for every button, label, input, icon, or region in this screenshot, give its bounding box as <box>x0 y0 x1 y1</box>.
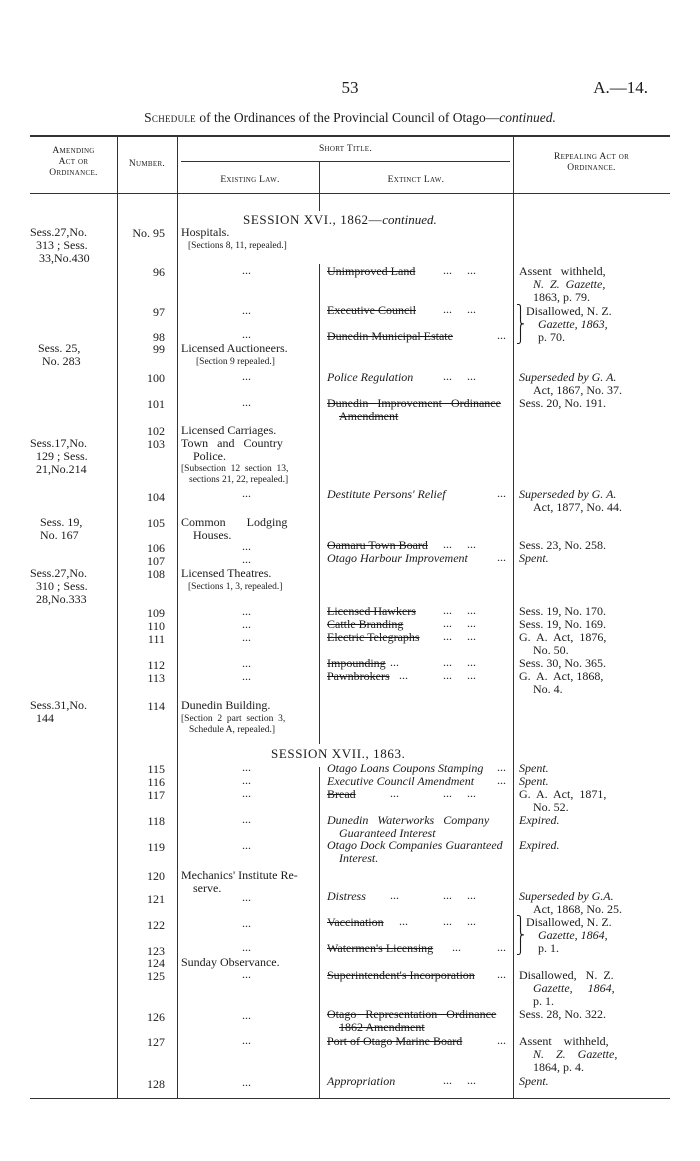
amending-108-line-3: 28,No.333 <box>36 592 87 606</box>
col-divider-4 <box>513 135 514 1098</box>
amending-99 <box>38 342 81 368</box>
repeal-104-line-1: Superseded by G. A. <box>519 487 617 501</box>
extinct-118 <box>327 814 489 840</box>
amending-103-line-1: Sess.17,No. <box>30 436 88 450</box>
existing-dots-100: ... <box>242 369 251 383</box>
existing-114: Dunedin Building. <box>181 698 271 712</box>
number-100: 100 <box>147 371 165 385</box>
existing-dots-126: ... <box>242 1008 251 1022</box>
number-97: 97 <box>153 305 165 319</box>
repeal-115: Spent. <box>519 761 549 775</box>
repeal-117 <box>519 788 606 814</box>
number-113: 113 <box>147 671 165 685</box>
repeal-121 <box>519 890 622 916</box>
existing-dots-109: ... <box>242 604 251 618</box>
repeal-128: Spent. <box>519 1074 549 1088</box>
repeal-112: Sess. 30, No. 365. <box>519 656 607 670</box>
extinct-126-line-1: Otago Representation Ordinance <box>327 1007 497 1021</box>
number-118: 118 <box>147 814 165 828</box>
extinct-dots-122b: ... ... <box>443 914 476 928</box>
repeal-127 <box>519 1035 617 1074</box>
header-bottom-rule <box>30 193 670 194</box>
number-125: 125 <box>147 969 165 983</box>
number-117: 117 <box>147 788 165 802</box>
brace-icon-2: ⎫ ⎬ ⎭ <box>516 915 525 955</box>
note-114 <box>181 714 285 736</box>
extinct-dots-98: ... <box>497 328 506 342</box>
extinct-dots-109: ... ... <box>443 603 476 617</box>
extinct-dots-125: ... <box>497 967 506 981</box>
existing-120-line-1: Mechanics' Institute Re- <box>181 868 298 882</box>
repeal-121-line-2: Act, 1868, No. 25. <box>533 902 622 916</box>
number-102: 102 <box>147 424 165 438</box>
extinct-dots-113: ... <box>399 668 408 682</box>
repeal-122-line-3: p. 1. <box>538 941 559 955</box>
col-divider-2 <box>177 135 178 1098</box>
extinct-112: Impounding <box>327 656 386 670</box>
extinct-119 <box>327 839 503 865</box>
existing-dots-122: ... <box>242 916 251 930</box>
short-title-underline <box>181 161 510 162</box>
extinct-dots-96: ... ... <box>443 263 476 277</box>
number-98: 98 <box>153 330 165 344</box>
amending-114-line-1: Sess.31,No. <box>30 698 88 712</box>
extinct-113: Pawnbrokers <box>327 669 390 683</box>
number-105: 105 <box>147 516 165 530</box>
number-120: 120 <box>147 869 165 883</box>
extinct-dots-97: ... ... <box>443 302 476 316</box>
brace-icon: ⎫ ⎬ ⎭ <box>516 304 525 344</box>
header-repealing-2: Ordinance. <box>567 163 616 173</box>
header-short-title: Short Title. <box>318 144 373 154</box>
extinct-121: Distress <box>327 889 366 903</box>
extinct-118-line-1: Dunedin Waterworks Company <box>327 813 490 827</box>
repeal-96 <box>519 265 606 304</box>
amending-105-line-1: Sess. 19, <box>40 515 83 529</box>
existing-103-line-2: Police. <box>193 449 226 463</box>
existing-dots-123: ... <box>242 940 251 954</box>
existing-dots-111: ... <box>242 630 251 644</box>
existing-dots-119: ... <box>242 838 251 852</box>
note-95: [Sections 8, 11, repealed.] <box>188 241 287 251</box>
extinct-dots-104: ... <box>497 486 506 500</box>
repeal-101: Sess. 20, No. 191. <box>519 396 607 410</box>
existing-102: Licensed Carriages. <box>181 423 277 437</box>
existing-99: Licensed Auctioneers. <box>181 341 288 355</box>
extinct-126-line-2: 1862 Amendment <box>339 1020 425 1034</box>
note-103-line-2: sections 21, 22, repealed.] <box>189 475 289 485</box>
number-126: 126 <box>147 1010 165 1024</box>
header-amending-1: Amending <box>52 146 95 156</box>
repeal-113-line-2: No. 4. <box>533 682 563 696</box>
repeal-121-line-1: Superseded by G.A. <box>519 889 614 903</box>
extinct-dots-122: ... <box>399 914 408 928</box>
header-repealing <box>513 152 670 174</box>
extinct-104: Destitute Persons' Relief <box>327 487 446 501</box>
extinct-119-line-2: Interest. <box>339 851 379 865</box>
existing-95: Hospitals. <box>181 225 230 239</box>
number-123: 123 <box>147 944 165 958</box>
col-divider-3b <box>319 264 320 744</box>
amending-99-line-2: No. 283 <box>42 354 81 368</box>
number-111: 111 <box>147 632 165 646</box>
extinct-dots-100: ... ... <box>443 369 476 383</box>
existing-dots-104: ... <box>242 486 251 500</box>
repeal-125 <box>519 969 615 1008</box>
extinct-119-line-1: Otago Dock Companies Guaranteed <box>327 838 503 852</box>
extinct-111: Electric Telegraphs <box>327 630 420 644</box>
extinct-101-line-1: Dunedin Improvement Ordinance <box>327 396 501 410</box>
existing-dots-117: ... <box>242 786 251 800</box>
extinct-128: Appropriation <box>327 1074 396 1088</box>
repeal-100 <box>519 371 622 397</box>
amending-114-line-2: 144 <box>36 711 54 725</box>
amending-114 <box>30 699 87 725</box>
amending-95-line-2: 313 ; Sess. <box>36 238 88 252</box>
repeal-126: Sess. 28, No. 322. <box>519 1007 607 1021</box>
note-103 <box>181 464 288 486</box>
extinct-dots-117b: ... ... <box>443 786 476 800</box>
number-106: 106 <box>147 541 165 555</box>
amending-105-line-2: No. 167 <box>40 528 79 542</box>
amending-103-line-2: 129 ; Sess. <box>36 449 88 463</box>
existing-108: Licensed Theatres. <box>181 566 272 580</box>
header-extinct-law: Extinct Law. <box>387 175 445 185</box>
extinct-dots-115: ... <box>497 760 506 774</box>
repeal-127-line-1: Assent withheld, <box>519 1034 609 1048</box>
extinct-dots-107: ... <box>497 550 506 564</box>
extinct-dots-110: ... ... <box>443 616 476 630</box>
extinct-dots-128: ... ... <box>443 1073 476 1087</box>
extinct-dots-117: ... <box>390 786 399 800</box>
existing-dots-115: ... <box>242 760 251 774</box>
note-114-line-2: Schedule A, repealed.] <box>189 725 275 735</box>
extinct-101-line-2: Amendment <box>339 409 399 423</box>
repeal-122-line-2: Gazette, 1864, <box>538 928 608 942</box>
repeal-97 <box>526 305 612 344</box>
number-108: 108 <box>147 567 165 581</box>
repeal-127-line-3: 1864, p. 4. <box>533 1060 584 1074</box>
extinct-96: Unimproved Land <box>327 264 416 278</box>
session-xvi-continued: continued. <box>382 212 437 227</box>
existing-dots-121: ... <box>242 890 251 904</box>
extinct-dots-121: ... <box>390 888 399 902</box>
amending-95 <box>30 226 90 265</box>
existing-105 <box>181 516 287 542</box>
paper-code: A.—14. <box>593 78 648 97</box>
caption-continued: continued. <box>499 110 556 125</box>
extinct-106: Oamaru Town Board <box>327 538 428 552</box>
amending-108-line-1: Sess.27,No. <box>30 566 88 580</box>
repeal-116: Spent. <box>519 774 549 788</box>
extinct-98: Dunedin Municipal Estate <box>327 329 453 343</box>
note-99: [Section 9 repealed.] <box>196 357 275 367</box>
extinct-110: Cattle Branding <box>327 617 404 631</box>
extinct-122: Vaccination <box>327 915 384 929</box>
existing-dots-110: ... <box>242 617 251 631</box>
number-127: 127 <box>147 1035 165 1049</box>
amending-108-line-2: 310 ; Sess. <box>36 579 88 593</box>
extinct-dots-112b: ... ... <box>443 655 476 669</box>
header-amending-3: Ordinance. <box>49 168 98 178</box>
number-128: 128 <box>147 1077 165 1091</box>
note-108: [Sections 1, 3, repealed.] <box>188 582 283 592</box>
number-119: 119 <box>147 840 165 854</box>
col-divider-3 <box>319 161 320 211</box>
repeal-97-line-2: Gazette, 1863, <box>538 317 608 331</box>
amending-108 <box>30 567 88 606</box>
existing-dots-112: ... <box>242 656 251 670</box>
col-divider-1 <box>117 135 118 1098</box>
repeal-122 <box>526 916 612 955</box>
extinct-109: Licensed Hawkers <box>327 604 416 618</box>
number-121: 121 <box>147 892 165 906</box>
number-95: No. 95 <box>132 226 165 240</box>
repeal-106: Sess. 23, No. 258. <box>519 538 607 552</box>
repeal-97-line-1: Disallowed, N. Z. <box>526 304 612 318</box>
table-caption <box>0 110 700 126</box>
amending-105 <box>40 516 82 542</box>
repeal-109: Sess. 19, No. 170. <box>519 604 607 618</box>
number-114: 114 <box>147 699 165 713</box>
repeal-125-line-1: Disallowed, N. Z. <box>519 968 614 982</box>
extinct-97: Executive Council <box>327 303 416 317</box>
repeal-113-line-1: G. A. Act, 1868, <box>519 669 604 683</box>
repeal-96-line-3: 1863, p. 79. <box>533 290 590 304</box>
repeal-122-line-1: Disallowed, N. Z. <box>526 915 612 929</box>
repeal-107: Spent. <box>519 551 549 565</box>
existing-120 <box>181 869 298 895</box>
extinct-116: Executive Council Amendment <box>327 774 475 788</box>
repeal-113 <box>519 670 603 696</box>
caption-schedule: Schedule <box>144 110 196 125</box>
number-96: 96 <box>153 265 165 279</box>
existing-124: Sunday Observance. <box>181 955 280 969</box>
header-amending-2: Act or <box>58 157 89 167</box>
caption-text: of the Ordinances of the Provincial Council of Otago— <box>195 110 500 125</box>
number-115: 115 <box>147 762 165 776</box>
header-existing-law: Existing Law. <box>220 175 280 185</box>
extinct-dots-106: ... ... <box>443 537 476 551</box>
extinct-123: Watermen's Licensing <box>327 941 434 955</box>
amending-99-line-1: Sess. 25, <box>38 341 81 355</box>
extinct-107: Otago Harbour Improvement <box>327 551 468 565</box>
existing-103 <box>181 437 283 463</box>
extinct-101 <box>327 397 501 423</box>
extinct-dots-116: ... <box>497 773 506 787</box>
repeal-117-line-1: G. A. Act, 1871, <box>519 787 607 801</box>
number-109: 109 <box>147 606 165 620</box>
repeal-118: Expired. <box>519 813 560 827</box>
page-number: 53 <box>341 78 359 97</box>
repeal-100-line-1: Superseded by G. A. <box>519 370 617 384</box>
repeal-97-line-3: p. 70. <box>538 330 565 344</box>
table-top-rule <box>30 135 670 137</box>
number-107: 107 <box>147 554 165 568</box>
number-124: 124 <box>147 956 165 970</box>
repeal-111 <box>519 631 606 657</box>
repeal-125-line-3: p. 1. <box>533 994 554 1008</box>
note-103-line-1: [Subsection 12 section 13, <box>181 464 289 474</box>
extinct-125: Superintendent's Incorporation <box>327 968 475 982</box>
number-104: 104 <box>147 490 165 504</box>
repeal-96-line-2: N. Z. Gazette, <box>533 277 606 291</box>
number-116: 116 <box>147 775 165 789</box>
col-divider-3c <box>319 767 320 1098</box>
existing-105-line-2: Houses. <box>193 528 232 542</box>
number-103: 103 <box>147 437 165 451</box>
header-amending <box>30 146 117 179</box>
table-bottom-rule <box>30 1098 670 1099</box>
extinct-115: Otago Loans Coupons Stamping <box>327 761 484 775</box>
number-112: 112 <box>147 658 165 672</box>
repeal-100-line-2: Act, 1867, No. 37. <box>533 383 622 397</box>
extinct-dots-121b: ... ... <box>443 888 476 902</box>
extinct-127: Port of Otago Marine Board <box>327 1034 463 1048</box>
repeal-111-line-2: No. 50. <box>533 643 569 657</box>
existing-120-line-2: serve. <box>193 881 222 895</box>
existing-105-line-1: Common Lodging <box>181 515 288 529</box>
extinct-dots-123: ... <box>452 940 461 954</box>
repeal-117-line-2: No. 52. <box>533 800 569 814</box>
number-101: 101 <box>147 397 165 411</box>
amending-95-line-3: 33,No.430 <box>39 251 90 265</box>
session-heading-xvii: SESSION XVII., 1863. <box>271 746 406 761</box>
note-114-line-1: [Section 2 part section 3, <box>181 714 286 724</box>
number-110: 110 <box>147 619 165 633</box>
session-heading-xvi <box>243 212 437 228</box>
existing-103-line-1: Town and Country <box>181 436 283 450</box>
header-number: Number. <box>128 159 166 169</box>
session-xvi-label: SESSION XVI., 1862— <box>243 212 383 227</box>
repeal-96-line-1: Assent withheld, <box>519 264 606 278</box>
header-repealing-1: Repealing Act or <box>553 152 630 162</box>
existing-dots-97: ... <box>242 303 251 317</box>
extinct-dots-123b: ... <box>497 940 506 954</box>
existing-dots-107: ... <box>242 552 251 566</box>
extinct-dots-113b: ... ... <box>443 668 476 682</box>
extinct-dots-112: ... <box>390 655 399 669</box>
existing-dots-127: ... <box>242 1033 251 1047</box>
number-122: 122 <box>147 918 165 932</box>
repeal-110: Sess. 19, No. 169. <box>519 617 607 631</box>
amending-103-line-3: 21,No.214 <box>36 462 87 476</box>
repeal-127-line-2: N. Z. Gazette, <box>533 1047 618 1061</box>
repeal-104-line-2: Act, 1877, No. 44. <box>533 500 622 514</box>
extinct-117: Bread <box>327 787 356 801</box>
repeal-119: Expired. <box>519 838 560 852</box>
repeal-111-line-1: G. A. Act, 1876, <box>519 630 607 644</box>
repeal-104 <box>519 488 622 514</box>
existing-dots-101: ... <box>242 395 251 409</box>
existing-dots-113: ... <box>242 669 251 683</box>
existing-dots-106: ... <box>242 539 251 553</box>
amending-103 <box>30 437 88 476</box>
existing-dots-125: ... <box>242 967 251 981</box>
extinct-dots-127: ... <box>497 1033 506 1047</box>
repeal-125-line-2: Gazette, 1864, <box>533 981 615 995</box>
extinct-126 <box>327 1008 496 1034</box>
number-99: 99 <box>153 342 165 356</box>
existing-dots-118: ... <box>242 812 251 826</box>
extinct-118-line-2: Guaranteed Interest <box>339 826 436 840</box>
existing-dots-116: ... <box>242 773 251 787</box>
extinct-100: Police Regulation <box>327 370 414 384</box>
existing-dots-96: ... <box>242 263 251 277</box>
amending-95-line-1: Sess.27,No. <box>30 225 88 239</box>
extinct-dots-111: ... ... <box>443 629 476 643</box>
existing-dots-128: ... <box>242 1075 251 1089</box>
existing-dots-98: ... <box>242 327 251 341</box>
